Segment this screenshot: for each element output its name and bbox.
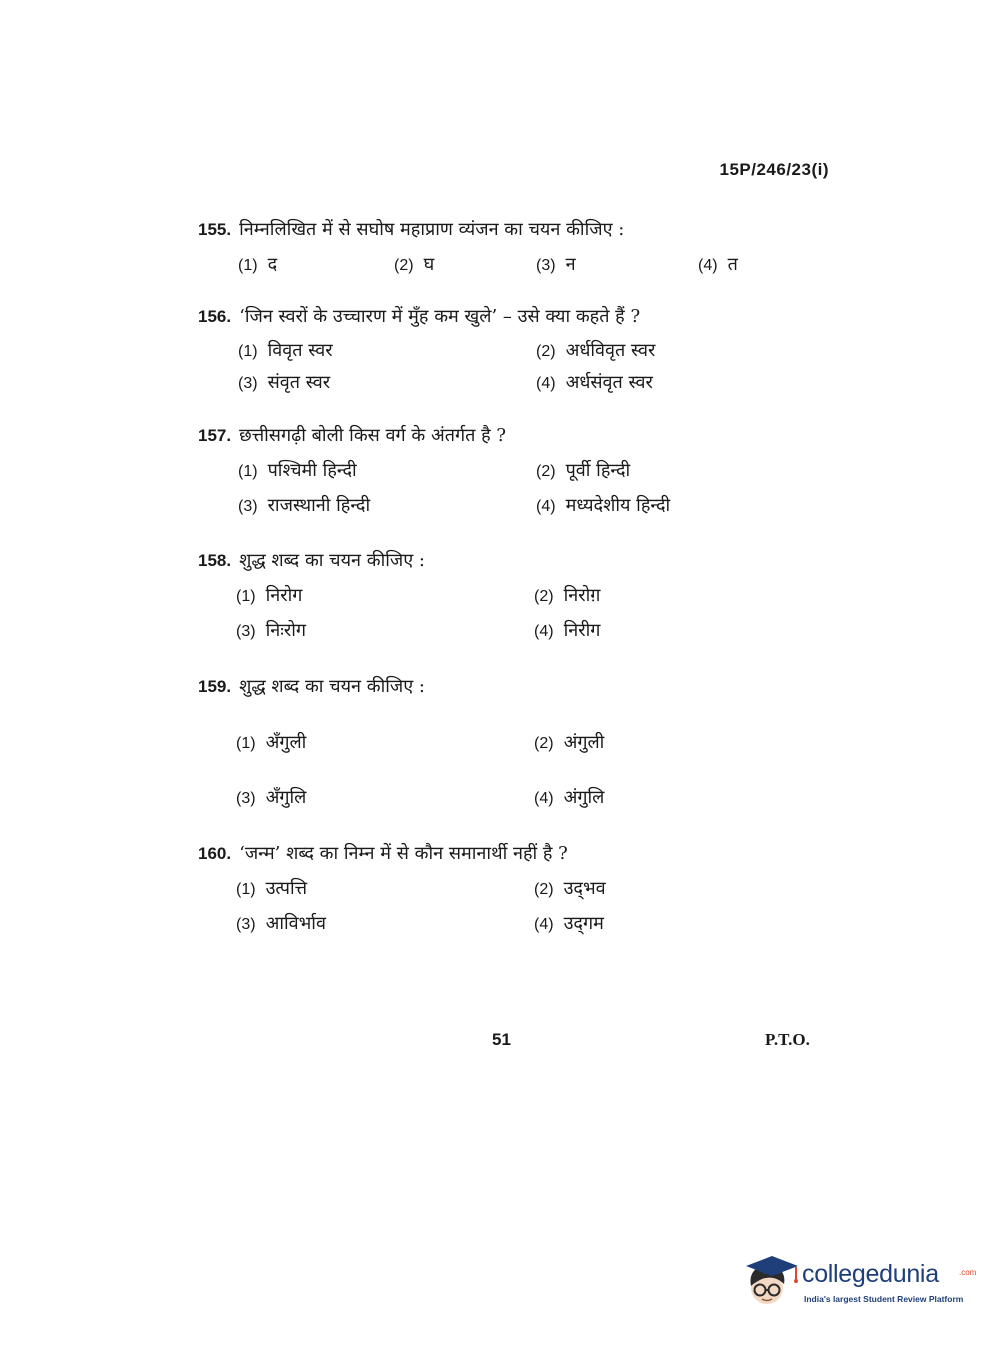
option-text: अर्धसंवृत स्वर	[565, 372, 653, 393]
option-1	[236, 877, 307, 902]
question-text: ‘जन्म’ शब्द का निम्न में से कौन समानार्थी नहीं है ?	[239, 843, 568, 864]
option-number: (4)	[536, 498, 556, 515]
option-text: निरोग	[265, 585, 303, 606]
question-157	[198, 424, 818, 516]
question-number: 158.	[198, 551, 232, 570]
option-4	[534, 912, 604, 937]
question-stem	[198, 549, 818, 573]
question-number: 159.	[198, 677, 232, 696]
option-2	[534, 877, 606, 902]
option-2	[536, 459, 630, 484]
option-text: अर्धविवृत स्वर	[565, 340, 656, 361]
question-156	[198, 305, 818, 393]
option-4	[534, 619, 600, 644]
option-number: (4)	[534, 916, 554, 933]
option-text: उद्‌भव	[563, 878, 606, 899]
option-3	[238, 371, 330, 396]
question-stem	[198, 842, 818, 866]
question-text: छत्तीसगढ़ी बोली किस वर्ग के अंतर्गत है ?	[239, 425, 507, 446]
option-text: अंगुली	[563, 732, 605, 753]
option-text: द	[267, 254, 278, 275]
question-155	[198, 218, 818, 275]
question-text: शुद्ध शब्द का चयन कीजिए :	[239, 676, 425, 697]
question-number: 155.	[198, 220, 232, 239]
option-number: (1)	[238, 343, 258, 360]
option-number: (3)	[236, 916, 256, 933]
question-text: शुद्ध शब्द का चयन कीजिए :	[239, 550, 425, 571]
option-number: (1)	[238, 257, 258, 274]
option-text: निःरोग	[265, 620, 307, 641]
option-number: (2)	[394, 257, 414, 274]
question-stem	[198, 675, 818, 699]
option-text: निरीग	[563, 620, 601, 641]
option-text: अँगुलि	[265, 787, 307, 808]
option-2	[534, 731, 604, 756]
option-3	[238, 494, 370, 519]
option-text: घ	[423, 254, 435, 275]
logo-tagline: India's largest Student Review Platform	[804, 1294, 964, 1304]
option-text: आविर्भाव	[265, 913, 326, 934]
question-158	[198, 549, 818, 641]
option-3	[236, 619, 306, 644]
option-1	[238, 253, 277, 278]
option-text: निरोग़	[563, 585, 601, 606]
option-text: अँगुली	[265, 732, 307, 753]
option-2	[394, 253, 434, 278]
option-number: (3)	[238, 498, 258, 515]
option-text: उद्‌गम	[563, 913, 604, 934]
logo-wordmark: collegedunia	[802, 1260, 939, 1288]
option-number: (3)	[236, 790, 256, 807]
option-3	[236, 912, 326, 937]
option-1	[238, 339, 333, 364]
option-text: राजस्थानी हिन्दी	[267, 495, 371, 516]
option-text: विवृत स्वर	[267, 340, 333, 361]
option-3	[536, 253, 576, 278]
option-4	[536, 494, 670, 519]
question-159	[198, 675, 818, 808]
option-number: (1)	[238, 463, 258, 480]
option-text: पूर्वी हिन्दी	[565, 460, 631, 481]
option-4	[534, 786, 604, 811]
paper-code: 15P/246/23(i)	[719, 160, 829, 179]
collegedunia-watermark	[742, 1252, 977, 1314]
question-text: ‘जिन स्वरों के उच्चारण में मुँह कम खुले’ – उसे क्या कहते हैं ?	[239, 306, 641, 327]
option-1	[238, 459, 357, 484]
option-number: (3)	[236, 623, 256, 640]
question-stem	[198, 424, 818, 448]
question-number: 156.	[198, 307, 232, 326]
option-number: (1)	[236, 881, 256, 898]
option-1	[236, 584, 302, 609]
option-1	[236, 731, 306, 756]
option-number: (1)	[236, 735, 256, 752]
graduate-mascot-icon	[742, 1252, 800, 1310]
option-text: उत्पत्ति	[265, 878, 308, 899]
option-number: (2)	[536, 343, 556, 360]
question-stem	[198, 218, 818, 242]
option-number: (3)	[536, 257, 556, 274]
option-2	[536, 339, 655, 364]
option-number: (2)	[536, 463, 556, 480]
option-number: (4)	[534, 790, 554, 807]
option-text: अंगुलि	[563, 787, 605, 808]
option-text: त	[727, 254, 738, 275]
option-text: संवृत स्वर	[267, 372, 331, 393]
page-number: 51	[492, 1030, 511, 1049]
option-number: (2)	[534, 881, 554, 898]
question-160	[198, 842, 818, 934]
option-text: मध्यदेशीय हिन्दी	[565, 495, 671, 516]
option-4	[698, 253, 738, 278]
option-number: (4)	[536, 375, 556, 392]
option-number: (4)	[534, 623, 554, 640]
question-text: निम्नलिखित में से सघोष महाप्राण व्यंजन का चयन कीजिए :	[239, 219, 625, 240]
option-number: (2)	[534, 588, 554, 605]
option-text: न	[565, 254, 576, 275]
option-3	[236, 786, 306, 811]
pto-label: P.T.O.	[765, 1030, 810, 1049]
logo-dotcom: .com	[959, 1268, 977, 1277]
option-number: (3)	[238, 375, 258, 392]
question-stem	[198, 305, 818, 329]
option-4	[536, 371, 653, 396]
question-number: 157.	[198, 426, 232, 445]
option-2	[534, 584, 600, 609]
question-number: 160.	[198, 844, 232, 863]
option-number: (2)	[534, 735, 554, 752]
option-number: (1)	[236, 588, 256, 605]
option-number: (4)	[698, 257, 718, 274]
option-text: पश्चिमी हिन्दी	[267, 460, 357, 481]
